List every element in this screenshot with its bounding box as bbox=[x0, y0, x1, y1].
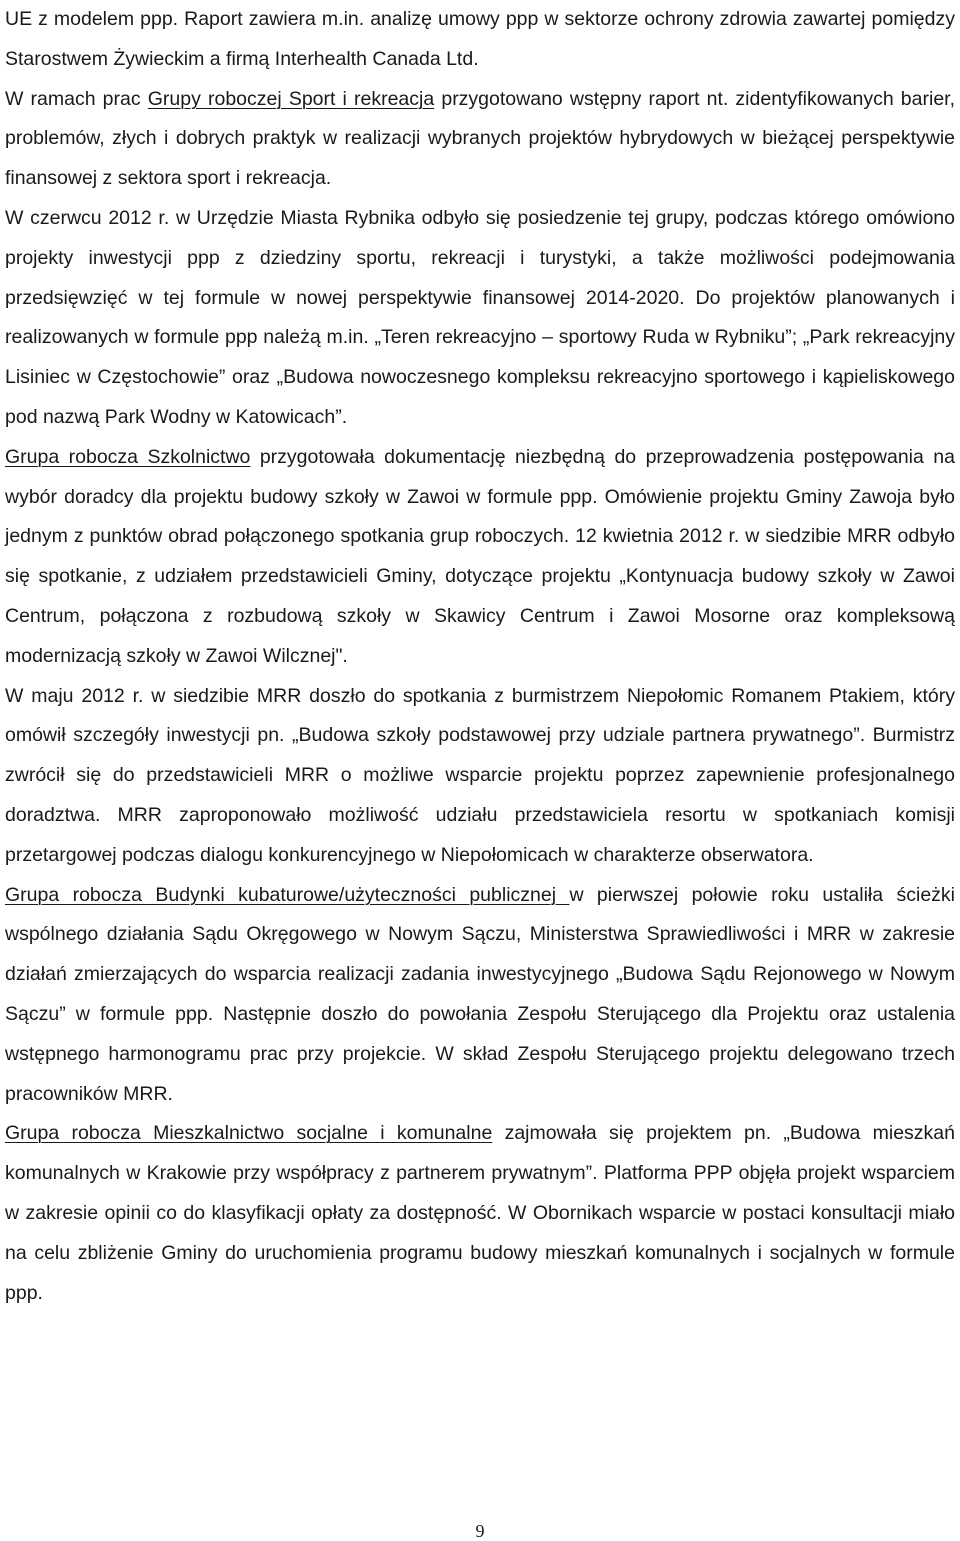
paragraph-text: W czerwcu 2012 r. w Urzędzie Miasta Rybnika odbyło się posiedzenie tej grupy, podczas którego omówiono projekty inwestycji ppp z dziedziny sportu, rekreacji i turystyki, a także możliwości podejmowania przedsięwzięć w tej formule w nowej perspektywie finansowej 2014-2020. Do projektów planowanych i realizowanych w formule ppp należą m.in. „Teren rekreacyjno – sportowy Ruda w Rybniku”; „Park rekreacyjny Lisiniec w Częstochowie” oraz „Budowa nowoczesnego kompleksu rekreacyjno sportowego i kąpieliskowego pod nazwą Park Wodny w Katowicach”. bbox=[5, 206, 955, 428]
paragraph-szkolnictwo bbox=[5, 438, 955, 677]
paragraph-mieszkalnictwo bbox=[5, 1114, 955, 1313]
paragraph-text: przygotowano wstępny raport nt. zidentyfikowanych barier, problemów, złych i dobrych praktyk w realizacji wybranych projektów hybrydowych w bieżącej perspektywie finansowej z sektora sport i rekreacja. bbox=[5, 87, 955, 190]
section-heading-budynki-kubaturowe: Grupa robocza Budynki kubaturowe/użyteczności publicznej bbox=[5, 883, 570, 906]
section-heading-mieszkalnictwo: Grupa robocza Mieszkalnictwo socjalne i komunalne bbox=[5, 1122, 493, 1145]
section-heading-sport-rekreacja: Grupy roboczej Sport i rekreacja bbox=[147, 87, 435, 110]
paragraph-rybnik-meeting bbox=[5, 199, 955, 438]
paragraph-text: zajmowała się projektem pn. „Budowa mieszkań komunalnych w Krakowie przy współpracy z partnerem prywatnym”. Platforma PPP objęła projekt wsparciem w zakresie opinii co do klasyfikacji opłaty za dostępność. W Obornikach wsparcie w postaci konsultacji miało na celu zbliżenie Gminy do uruchomienia programu budowy mieszkań komunalnych i socjalnych w formule ppp. bbox=[5, 1122, 955, 1304]
paragraph-text: przygotowała dokumentację niezbędną do przeprowadzenia postępowania na wybór doradcy dla projektu budowy szkoły w Zawoi w formule ppp. Omówienie projektu Gminy Zawoja było jednym z punktów obrad połączonego spotkania grup roboczych. 12 kwietnia 2012 r. w siedzibie MRR odbyło się spotkanie, z udziałem przedstawicieli Gminy, dotyczące projektu „Kontynuacja budowy szkoły w Zawoi Centrum, połączona z rozbudową szkoły w Skawicy Centrum i Zawoi Mosorne oraz kompleksową modernizacją szkoły w Zawoi Wilcznej". bbox=[5, 445, 955, 667]
paragraph-text: W maju 2012 r. w siedzibie MRR doszło do spotkania z burmistrzem Niepołomic Romanem Ptakiem, który omówił szczegóły inwestycji pn. „Budowa szkoły podstawowej przy udziale partnera prywatnego”. Burmistrz zwrócił się do przedstawicieli MRR o możliwe wsparcie projektu poprzez zapewnienie profesjonalnego doradztwa. MRR zaproponowało możliwość udziału przedstawiciela resortu w spotkaniach komisji przetargowej podczas dialogu konkurencyjnego w Niepołomicach w charakterze obserwatora. bbox=[5, 684, 955, 866]
paragraph-lead: W ramach prac bbox=[5, 87, 148, 110]
page-number: 9 bbox=[475, 1521, 485, 1541]
paragraph-sport-rekreacja bbox=[5, 80, 955, 199]
section-heading-szkolnictwo: Grupa robocza Szkolnictwo bbox=[5, 445, 251, 468]
paragraph-text: w pierwszej połowie roku ustaliła ścieżki wspólnego działania Sądu Okręgowego w Nowym Sączu, Ministerstwa Sprawiedliwości i MRR w zakresie działań zmierzających do wsparcia realizacji zadania inwestycyjnego „Budowa Sądu Rejonowego w Nowym Sączu” w formule ppp. Następnie doszło do powołania Zespołu Sterującego dla Projektu oraz ustalenia wstępnego harmonogramu prac przy projekcie. W skład Zespołu Sterującego projektu delegowano trzech pracowników MRR. bbox=[5, 883, 955, 1105]
paragraph-ue-raport bbox=[5, 0, 955, 80]
paragraph-niepolomice bbox=[5, 677, 955, 876]
document-body bbox=[5, 0, 955, 1313]
paragraph-text: UE z modelem ppp. Raport zawiera m.in. analizę umowy ppp w sektorze ochrony zdrowia zawartej pomiędzy Starostwem Żywieckim a firmą Interhealth Canada Ltd. bbox=[5, 8, 955, 70]
paragraph-budynki-kubaturowe bbox=[5, 876, 955, 1115]
